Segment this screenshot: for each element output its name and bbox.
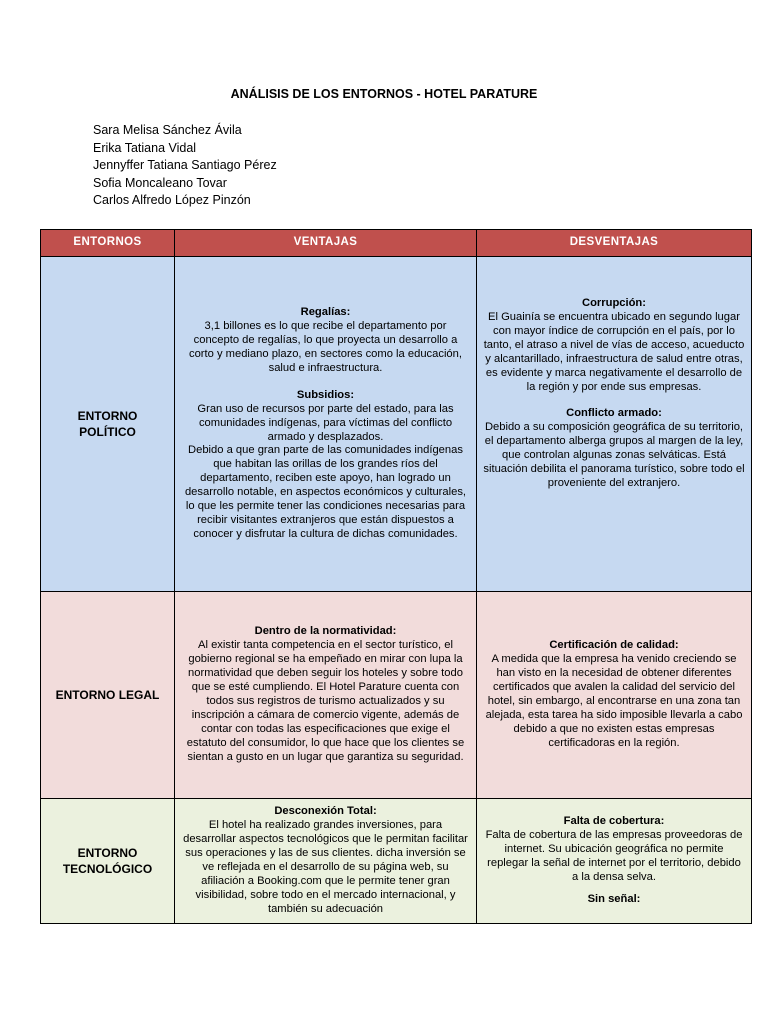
author-name: Carlos Alfredo López Pinzón [93,193,251,208]
block-text: Debido a que gran parte de las comunidades indígenas que habitan las orillas de los grandes ríos del departamento, reciben este apoyo, han logrado un desarrollo notable, en aspectos económicos y culturales, lo que les permite tener las condiciones necesarias para recibir visitantes extranjeros que están dispuestos a conocer y disfrutar la cultura de dichas comunidades. [184,444,467,540]
block-text: A medida que la empresa ha venido creciendo se han visto en la necesidad de obtener diferentes certificados que avalen la calidad del servicio del hotel, sin embargo, al encontrarse en una zona tan alejada, esta tarea ha sido imposible llevarla a cabo debido a que no existen estas empresas certificadoras en la región. [485,653,743,749]
header-entornos: ENTORNOS [41,230,175,257]
header-desventajas: DESVENTAJAS [477,230,752,257]
ventajas-cell [175,799,477,924]
author-name: Sara Melisa Sánchez Ávila [93,123,242,137]
env-name-line: ENTORNO [77,409,138,423]
env-name-cell [41,799,175,924]
block-title: Corrupción: [581,297,646,310]
environment-analysis-table [40,229,752,924]
block-title: Subsidios: [296,388,355,401]
author-name: Sofia Moncaleano Tovar [93,175,227,190]
desventajas-cell [477,257,752,592]
block-text: El hotel ha realizado grandes inversiones, para desarrollar aspectos tecnológicos que le permitan facilitar sus operaciones y las de sus clientes. dicha inversión se ve reflejada en el desarrollo de su página web, su afiliación a Booking.com que le permite tener gran visibilidad, sobre todo en el mercado internacional, y también su adecuación [183,819,468,915]
desventajas-cell [477,799,752,924]
block-title: Conflicto armado: [566,407,662,420]
table-row-politico [41,257,752,592]
env-name-line: TECNOLÓGICO [62,862,153,876]
block-text: El Guainía se encuentra ubicado en segundo lugar con mayor índice de corrupción en el país, por lo tanto, el atraso a nivel de vías de acceso, acueducto y alcantarillado, infraestructura de salud entre otras, es evidente y marca negativamente el desarrollo de la región y por ende sus empresas. [483,311,745,393]
table-row-legal [41,592,752,799]
block-title: Dentro de la normatividad: [254,625,397,638]
env-name-line: POLÍTICO [79,425,136,439]
author-name: Jennyffer Tatiana Santiago Pérez [93,158,277,173]
desventajas-cell [477,592,752,799]
block-title: Desconexión Total: [274,805,377,818]
author-list [93,122,277,210]
env-name-cell [41,592,175,799]
env-name-line: ENTORNO [77,846,138,860]
document-title: ANÁLISIS DE LOS ENTORNOS - HOTEL PARATURE [230,87,538,101]
header-ventajas: VENTAJAS [175,230,477,257]
env-name-line: ENTORNO LEGAL [55,688,160,702]
ventajas-cell [175,592,477,799]
ventajas-cell [175,257,477,592]
block-text: Falta de cobertura de las empresas proveedoras de internet. Su ubicación geográfica no permite replegar la señal de internet por el territorio, debido a la densa selva. [485,829,743,883]
author-name: Erika Tatiana Vidal [93,140,197,155]
table-row-tecnologico [41,799,752,924]
block-text: Gran uso de recursos por parte del estado, para las comunidades indígenas, para víctimas del conflicto armado y desplazados. [197,402,454,443]
block-text: Al existir tanta competencia en el sector turístico, el gobierno regional se ha empeñado en mirar con lupa la normatividad que deben seguir los hoteles y sobre todo que se esté cumpliendo. El Hotel Parature cuenta con todos sus registros de turismo actualizados y su inscripción a cámara de comercio vigente, además de contar con todas las especificaciones que exige el estatuto del consumidor, lo que hace que los clientes se sientan a gusto en un lugar que garantiza su seguridad. [186,639,465,763]
env-name-cell [41,257,175,592]
block-title: Certificación de calidad: [549,639,679,652]
block-title: Falta de cobertura: [563,815,665,828]
block-text: Debido a su composición geográfica de su territorio, el departamento alberga grupos al margen de la ley, que controlan algunas zonas selváticas. Está situación debilita el panorama turístico, sobre todo el proveniente del extranjero. [483,421,745,489]
table-header-row [41,230,752,257]
block-text: 3,1 billones es lo que recibe el departamento por concepto de regalías, lo que proyecta un desarrollo a corto y mediano plazo, en sectores como la educación, salud e infraestructura. [188,320,462,374]
block-title: Regalías: [300,306,351,319]
block-title: Sin señal: [587,892,641,905]
